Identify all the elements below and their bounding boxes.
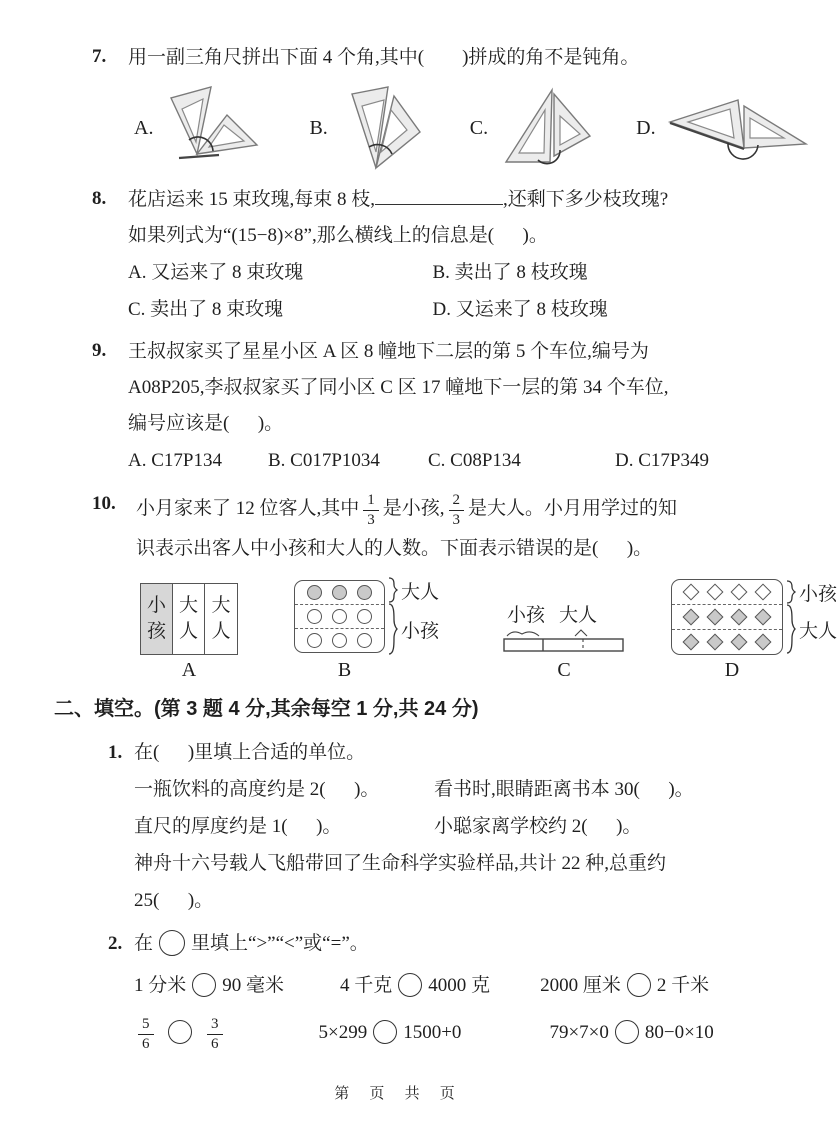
q9-option-a: A. C17P134 bbox=[128, 450, 222, 471]
diamond-filled bbox=[755, 609, 772, 626]
question-7-number: 7. bbox=[92, 46, 107, 67]
q8-option-a: A. 又运来了 8 束玫瑰 bbox=[128, 262, 304, 283]
section-2-header: 二、填空。(第 3 题 4 分,其余每空 1 分,共 24 分) bbox=[54, 698, 479, 720]
brace-icon bbox=[785, 604, 796, 654]
q8-options bbox=[128, 254, 737, 328]
q8-option-c: C. 卖出了 8 束玫瑰 bbox=[128, 299, 284, 320]
q10-c-label-kids: 小孩 bbox=[507, 605, 546, 626]
q10-diagram-b-label: B bbox=[337, 659, 352, 681]
cmp6-right: 80−0×10 bbox=[644, 1022, 714, 1044]
diamond-empty bbox=[731, 584, 748, 601]
q10-a-cell-adult2: 大人 bbox=[211, 595, 231, 642]
q10-line1-post: 是大人。小月用学过的知 bbox=[468, 498, 678, 519]
triangle-rulers-figure-b bbox=[334, 82, 426, 174]
fraction-denominator: 6 bbox=[142, 1035, 150, 1052]
triangle-rulers-figure-c bbox=[494, 82, 596, 174]
diamond-empty bbox=[755, 584, 772, 601]
fill-in-section bbox=[108, 734, 737, 1052]
q7-option-a-label: A. bbox=[134, 116, 154, 139]
q10-line2: 识表示出客人中小孩和大人的人数。下面表示错误的是( )。 bbox=[136, 538, 653, 559]
fraction-five-sixths bbox=[138, 1016, 154, 1052]
circle-filled bbox=[357, 585, 372, 600]
q7-option-d bbox=[636, 92, 813, 164]
question-8 bbox=[92, 182, 737, 328]
q9-line3: 编号应该是( )。 bbox=[128, 413, 284, 434]
question-9-number: 9. bbox=[92, 340, 107, 361]
q7-option-c-label: C. bbox=[469, 116, 489, 139]
circle-empty bbox=[357, 633, 372, 648]
fraction-denominator: 3 bbox=[452, 511, 461, 528]
q10-diagram-b-box bbox=[294, 580, 385, 653]
circle-empty bbox=[307, 609, 322, 624]
f2-intro-pre: 在 bbox=[134, 933, 154, 954]
q7-option-c bbox=[470, 82, 596, 174]
diamond-filled bbox=[683, 609, 700, 626]
compare-circle-blank bbox=[373, 1020, 397, 1044]
f1-row1-left: 一瓶饮料的高度约是 2( )。 bbox=[134, 779, 380, 800]
cmp3-right: 2 千米 bbox=[656, 975, 710, 996]
q9-option-c: C. C08P134 bbox=[428, 450, 521, 471]
cmp2-left: 4 千克 bbox=[340, 975, 393, 996]
q9-line2: A08P205,李叔叔家买了同小区 C 区 17 幢地下一层的第 34 个车位, bbox=[128, 377, 669, 398]
q10-diagram-b bbox=[294, 577, 439, 682]
question-7-text: 用一副三角尺拼出下面 4 个角,其中( )拼成的角不是钝角。 bbox=[128, 47, 640, 68]
brace-icon bbox=[785, 580, 796, 604]
q8-blank-line bbox=[375, 185, 503, 205]
fraction-denominator: 6 bbox=[211, 1035, 219, 1052]
q8-line1-pre: 花店运来 15 束玫瑰,每束 8 枝, bbox=[128, 189, 376, 210]
q8-line2: 如果列式为“(15−8)×8”,那么横线上的信息是( )。 bbox=[128, 225, 548, 246]
compare-circle-blank bbox=[398, 973, 422, 997]
circle-empty bbox=[357, 609, 372, 624]
q10-line1-pre: 小月家来了 12 位客人,其中 bbox=[136, 498, 360, 519]
compare-item-5 bbox=[319, 1014, 462, 1051]
cmp2-right: 4000 克 bbox=[428, 975, 491, 996]
diamond-filled bbox=[707, 609, 724, 626]
cmp5-left: 5×299 bbox=[318, 1022, 368, 1044]
fraction-numerator: 1 bbox=[363, 492, 379, 511]
q9-option-d: D. C17P349 bbox=[615, 450, 709, 471]
q7-option-b-label: B. bbox=[309, 116, 328, 139]
fraction-three-sixths bbox=[207, 1016, 223, 1052]
compare-item-2 bbox=[340, 966, 490, 1006]
q8-option-b: B. 卖出了 8 枝玫瑰 bbox=[432, 262, 588, 283]
question-7-figures bbox=[94, 82, 737, 174]
question-9 bbox=[92, 334, 737, 479]
fill-question-1 bbox=[108, 734, 737, 919]
cmp6-left: 79×7×0 bbox=[549, 1022, 609, 1044]
f2-intro-post: 里填上“>”“<”或“=”。 bbox=[191, 933, 369, 954]
q7-option-b bbox=[309, 82, 425, 174]
fraction-one-third bbox=[363, 492, 379, 528]
cmp5-right: 1500+0 bbox=[403, 1022, 462, 1044]
fill-question-2 bbox=[108, 925, 737, 1052]
q10-diagram-c-label: C bbox=[557, 659, 571, 681]
diamond-filled bbox=[683, 634, 700, 651]
triangle-rulers-figure-a bbox=[159, 82, 261, 174]
f1-row3: 神舟十六号载人飞船带回了生命科学实验样品,共计 22 种,总重约 bbox=[134, 853, 667, 874]
f1-row4: 25( )。 bbox=[134, 890, 214, 911]
q10-a-cell-adult1: 大人 bbox=[173, 584, 205, 654]
cmp1-right: 90 毫米 bbox=[222, 975, 285, 996]
q10-diagram-c bbox=[503, 600, 625, 682]
cmp3-left: 2000 厘米 bbox=[540, 975, 621, 996]
q10-d-brace-top-label: 小孩 bbox=[799, 583, 837, 605]
fraction-numerator: 3 bbox=[207, 1016, 223, 1035]
cmp1-left: 1 分米 bbox=[134, 975, 187, 996]
triangle-rulers-figure-d bbox=[662, 92, 814, 164]
f1-row2-right: 小聪家离学校约 2( )。 bbox=[434, 816, 642, 837]
fraction-two-thirds bbox=[449, 492, 465, 528]
compare-item-3 bbox=[540, 966, 709, 1006]
q10-diagrams bbox=[100, 577, 837, 682]
compare-circle-blank bbox=[192, 973, 216, 997]
q10-c-bar bbox=[503, 627, 625, 655]
question-10 bbox=[92, 487, 737, 567]
question-10-number: 10. bbox=[92, 493, 116, 514]
diamond-empty bbox=[707, 584, 724, 601]
q9-option-b: B. C017P1034 bbox=[268, 450, 380, 471]
compare-item-4 bbox=[134, 1014, 227, 1052]
compare-item-6 bbox=[549, 1014, 713, 1051]
diamond-empty bbox=[683, 584, 700, 601]
q10-a-cell-kids: 小孩 bbox=[141, 584, 173, 654]
compare-item-1 bbox=[134, 966, 284, 1006]
q10-diagram-d-label: D bbox=[724, 659, 740, 681]
q7-option-d-label: D. bbox=[636, 116, 656, 139]
compare-circle-blank bbox=[615, 1020, 639, 1044]
circle-filled bbox=[332, 585, 347, 600]
q10-diagram-d bbox=[671, 579, 837, 682]
fraction-denominator: 3 bbox=[367, 511, 375, 528]
q10-diagram-a-table bbox=[140, 583, 238, 655]
q10-diagram-a-label: A bbox=[181, 659, 197, 681]
diamond-filled bbox=[731, 634, 748, 651]
q10-diagram-a bbox=[140, 583, 238, 682]
q8-option-d: D. 又运来了 8 枝玫瑰 bbox=[432, 299, 608, 320]
fraction-numerator: 2 bbox=[449, 492, 465, 511]
q10-line1-mid: 是小孩, bbox=[382, 498, 445, 519]
q10-d-brace-bottom-label: 大人 bbox=[799, 620, 837, 642]
circle-empty bbox=[332, 609, 347, 624]
f1-row2-left: 直尺的厚度约是 1( )。 bbox=[134, 816, 342, 837]
page-footer: 第 页 共 页 bbox=[334, 1085, 459, 1102]
diamond-filled bbox=[755, 634, 772, 651]
q9-line1: 王叔叔家买了星星小区 A 区 8 幢地下二层的第 5 个车位,编号为 bbox=[128, 341, 649, 362]
q10-diagram-d-box bbox=[671, 579, 783, 655]
circle-empty bbox=[307, 633, 322, 648]
f1-row1-right: 看书时,眼睛距离书本 30( )。 bbox=[434, 779, 694, 800]
q10-b-brace-bottom-label: 小孩 bbox=[401, 620, 440, 642]
q9-options bbox=[128, 442, 737, 479]
circle-filled bbox=[307, 585, 322, 600]
diamond-filled bbox=[731, 609, 748, 626]
brace-icon bbox=[387, 603, 398, 655]
q10-b-brace-top-label: 大人 bbox=[401, 581, 440, 603]
compare-circle-blank bbox=[627, 973, 651, 997]
q10-c-label-adults: 大人 bbox=[559, 605, 598, 626]
q7-option-a bbox=[134, 82, 261, 174]
fill-1-number: 1. bbox=[108, 742, 123, 763]
question-7 bbox=[92, 40, 737, 76]
fraction-numerator: 5 bbox=[138, 1016, 154, 1035]
q8-line1-post: ,还剩下多少枝玫瑰? bbox=[503, 189, 669, 210]
fill-2-number: 2. bbox=[108, 933, 123, 954]
circle-empty bbox=[332, 633, 347, 648]
diamond-filled bbox=[707, 634, 724, 651]
question-8-number: 8. bbox=[92, 188, 107, 209]
f1-intro: 在( )里填上合适的单位。 bbox=[134, 742, 366, 763]
compare-circle-blank bbox=[159, 930, 185, 956]
compare-circle-blank bbox=[168, 1020, 192, 1044]
brace-icon bbox=[387, 577, 398, 603]
